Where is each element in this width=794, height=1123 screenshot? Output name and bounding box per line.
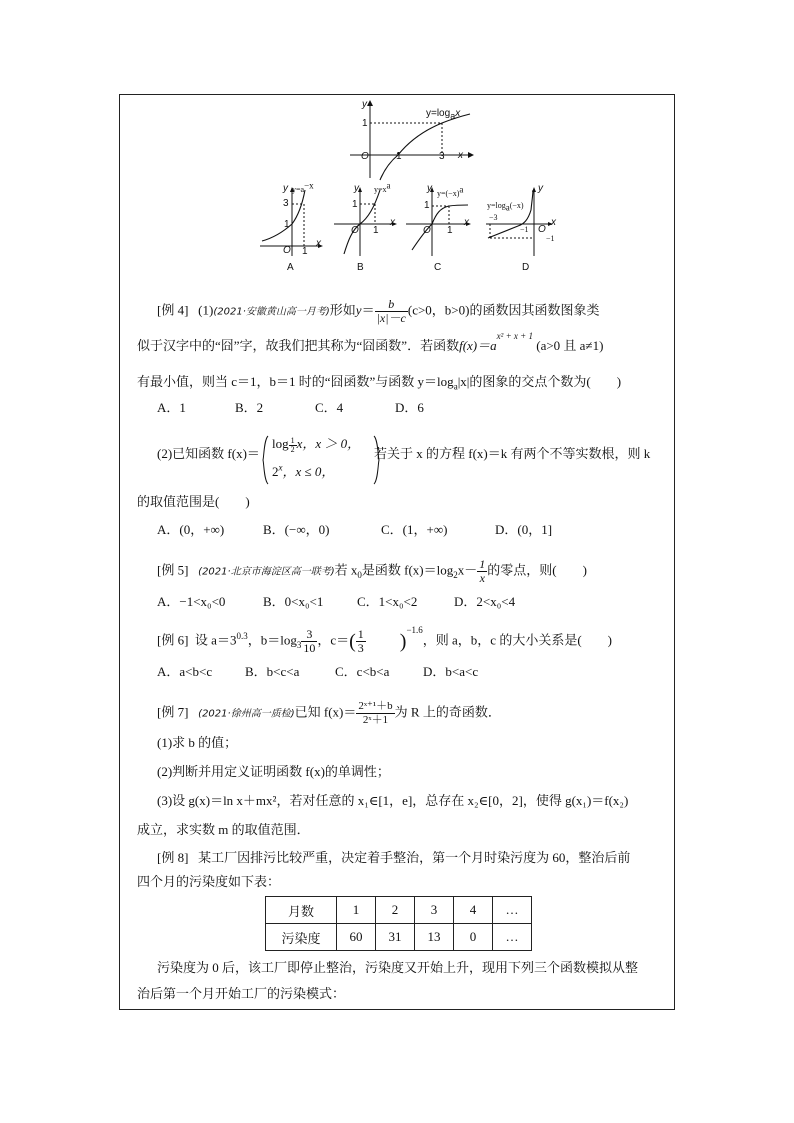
- ex4-p2-line2: 的取值范围是( ): [137, 494, 250, 509]
- table-header-cell: 月数: [266, 897, 337, 924]
- graph-d-y: y: [538, 183, 543, 194]
- graph-b-origin: O: [351, 225, 359, 236]
- graph-d-tick-m3: −3: [489, 213, 498, 222]
- top-tick-x3: 3: [439, 151, 445, 162]
- ex5-opt-a[interactable]: A．−1<x₀<0: [157, 594, 226, 609]
- table-cell: 13: [415, 924, 454, 951]
- ex4-case2: 2$^x$，x ≤ 0，: [272, 462, 335, 479]
- ex7-q3a: (3)设 g(x)＝ln x＋mx²，若对任意的 x₁∈[1，e]，总存在 x₂∈[0，2]，使得 g(x₁)＝f(x₂): [157, 793, 629, 808]
- table-row: [266, 924, 532, 951]
- table-header-cell: 1: [337, 897, 376, 924]
- graph-d-func: $y=\log_a(-x)$: [487, 201, 524, 213]
- pollution-table: [265, 896, 532, 951]
- graph-d-x: x: [551, 217, 556, 228]
- graph-d-tick-m1y: −1: [546, 234, 555, 243]
- ex8-line1: [例 8] 某工厂因排污比较严重，决定着手整治，第一个月时染污度为 60，整治后前: [157, 850, 631, 865]
- graph-d: [484, 186, 556, 258]
- ex8-line2: 四个月的污染度如下表：: [137, 874, 281, 889]
- ex5-opt-b[interactable]: B．0<x₀<1: [263, 594, 324, 609]
- ex7-tag: [例 7]: [157, 704, 189, 720]
- graph-a-label: A: [287, 262, 294, 273]
- ex5-line: [例 5] (2021·北京市海淀区高一联考)若 $x_0$是函数 $f(x)=\log_2x-$ $\frac{1}{x}$ 的零点，则( ): [157, 557, 587, 585]
- ex5-opt-d[interactable]: D．2<x₀<4: [454, 594, 516, 609]
- ex4-case1: log $\frac{1}{2}$ x，x ＞ 0，: [272, 435, 361, 454]
- graph-b-func: $y=x^a$: [374, 180, 391, 194]
- ex8-after2: 治后第一个月开始工厂的污染模式：: [137, 986, 346, 1001]
- table-cell: 31: [376, 924, 415, 951]
- ex6-tag: [例 6]: [157, 632, 189, 648]
- graph-d-label: D: [522, 262, 530, 273]
- log-curve: [380, 114, 470, 180]
- ex5-fraction: $\frac{1}{x}$: [479, 557, 486, 585]
- ex4-opt-d[interactable]: D．6: [395, 400, 424, 415]
- ex4-opt2-b[interactable]: B．(−∞，0): [263, 522, 330, 537]
- table-cell: 0: [454, 924, 493, 951]
- ex5-options: [157, 594, 515, 610]
- graph-b-y: y: [354, 183, 359, 194]
- ex7-line: [例 7] (2021·徐州高一质检)已知 f(x)＝ $\frac{\text{2ˣ⁺¹＋b}}{\text{2ˣ＋1}}$ 为 R 上的奇函数．: [157, 700, 501, 726]
- graph-c-tick1: 1: [424, 200, 430, 211]
- ex4-source: (2021·安徽黄山高一月考): [213, 306, 330, 318]
- ex6-opt-b[interactable]: B．b<c<a: [245, 664, 300, 679]
- ex4-p2-pre: (2)已知函数 f(x)＝: [157, 446, 260, 461]
- ex4-line3: 有最小值，则当 c＝1，b＝1 时的“囧函数”与函数 $y=\log_a|x|$的图象的交点个数为( ): [137, 374, 622, 392]
- left-brace: [263, 436, 268, 484]
- top-func-label: $y=\log_ax$: [426, 108, 461, 121]
- ex4-line1: [例 4] (1)(2021·安徽黄山高一月考)形如y＝ $\frac{b}{|x|-c}$ (c>0，b>0)的函数因其函数图象类: [157, 297, 600, 325]
- table-cell: 60: [337, 924, 376, 951]
- top-origin: O: [361, 151, 369, 162]
- ex4-line2: 似于汉字中的“囧”字，故我们把其称为“囧函数”．若函数$f(x)=a^{x^2 + x + 1}$ (a>0 且 a≠1): [137, 330, 604, 353]
- ex4-opt-b[interactable]: B．2: [235, 400, 264, 415]
- ex7-q2: (2)判断并用定义证明函数 f(x)的单调性；: [157, 764, 390, 779]
- top-tick-y1: 1: [362, 118, 368, 129]
- graph-c-origin: O: [423, 225, 431, 236]
- graph-b-x: x: [390, 217, 395, 228]
- table-header-cell: 3: [415, 897, 454, 924]
- graph-b: [332, 180, 398, 258]
- ex4-opt-c[interactable]: C．4: [315, 400, 344, 415]
- graph-b-tick1: 1: [352, 199, 358, 210]
- ex4-opt2-d[interactable]: D．(0，1]: [495, 522, 553, 537]
- x-axis-arrow: [468, 152, 474, 158]
- graph-d-origin: O: [538, 224, 546, 235]
- top-y-label: y: [362, 99, 367, 110]
- curve: [412, 205, 468, 250]
- table-header-cell: …: [493, 897, 532, 924]
- graph-a-tick-x1: 1: [302, 246, 308, 257]
- ex8-after1: 污染度为 0 后，该工厂即停止整治，污染度又开始上升，现用下列三个函数模拟从整: [157, 960, 639, 975]
- table-row: [266, 897, 532, 924]
- table-header-cell: 2: [376, 897, 415, 924]
- table-cell: …: [493, 924, 532, 951]
- top-tick-x1: 1: [396, 151, 402, 162]
- graph-c-y: y: [427, 183, 432, 194]
- graph-c-x: x: [464, 217, 469, 228]
- ex6-opt-d[interactable]: D．b<a<c: [423, 664, 479, 679]
- ex6-line: [例 6] 设 $a=3^{0.3}$，$b=\log_3$ $\frac{3}{10}$ ，c＝( $\frac{1}{3}$ )$^{-1.6}$，则 a，b，c 的大小关系是( ): [157, 625, 612, 655]
- ex8-tag: [例 8]: [157, 850, 189, 865]
- graph-b-label: B: [357, 262, 364, 273]
- ex6-options: [157, 664, 478, 680]
- graph-a: [258, 180, 324, 258]
- ex5-opt-c[interactable]: C．1<x₀<2: [357, 594, 418, 609]
- ex7-q3b: 成立，求实数 m 的取值范围．: [137, 822, 310, 837]
- ex7-q1: (1)求 b 的值；: [157, 735, 238, 750]
- y-axis-arrow: [367, 100, 373, 106]
- ex4-opt2-a[interactable]: A．(0，+∞): [157, 522, 225, 537]
- table-cell: 污染度: [266, 924, 337, 951]
- graph-c-func: $y=(-x)^a$: [437, 184, 464, 198]
- graph-a-x: x: [316, 238, 321, 249]
- graph-a-y: y: [283, 183, 288, 194]
- table-header-cell: 4: [454, 897, 493, 924]
- ex6-fraction-b: $\frac{3}{10}$: [303, 627, 316, 655]
- ex7-source: (2021·徐州高一质检): [198, 708, 295, 720]
- graph-a-tick1: 1: [284, 219, 290, 230]
- ex4-options-1: [157, 400, 424, 416]
- ex4-options-2: [157, 522, 552, 538]
- ex6-opt-c[interactable]: C．c<b<a: [335, 664, 390, 679]
- ex6-opt-a[interactable]: A．a<b<c: [157, 664, 213, 679]
- graph-a-tick3: 3: [283, 198, 289, 209]
- ex5-source: (2021·北京市海淀区高一联考): [198, 566, 335, 578]
- graph-c-label: C: [434, 262, 442, 273]
- graph-a-func: $y=a^{-x}$: [292, 180, 314, 194]
- graph-b-tick-x1: 1: [373, 225, 379, 236]
- ex6-fraction-c: $\frac{1}{3}$: [357, 627, 364, 655]
- ex5-tag: [例 5]: [157, 562, 189, 578]
- ex4-opt-a[interactable]: A．1: [157, 400, 186, 415]
- ex4-tag: [例 4]: [157, 302, 189, 318]
- ex7-fraction: $\frac{\text{2ˣ⁺¹＋b}}{\text{2ˣ＋1}}$: [358, 700, 393, 726]
- graph-d-tick-m1x: −1: [520, 225, 529, 234]
- ex4-opt2-c[interactable]: C．(1，+∞): [381, 522, 448, 537]
- top-x-label: x: [458, 150, 463, 161]
- graph-a-origin: O: [283, 245, 291, 256]
- ex4-p2-post: 若关于 x 的方程 f(x)＝k 有两个不等实数根，则 k: [374, 446, 651, 461]
- ex4-fraction: $\frac{b}{|x|-c}$: [376, 297, 406, 325]
- graph-c-tick-x1: 1: [447, 225, 453, 236]
